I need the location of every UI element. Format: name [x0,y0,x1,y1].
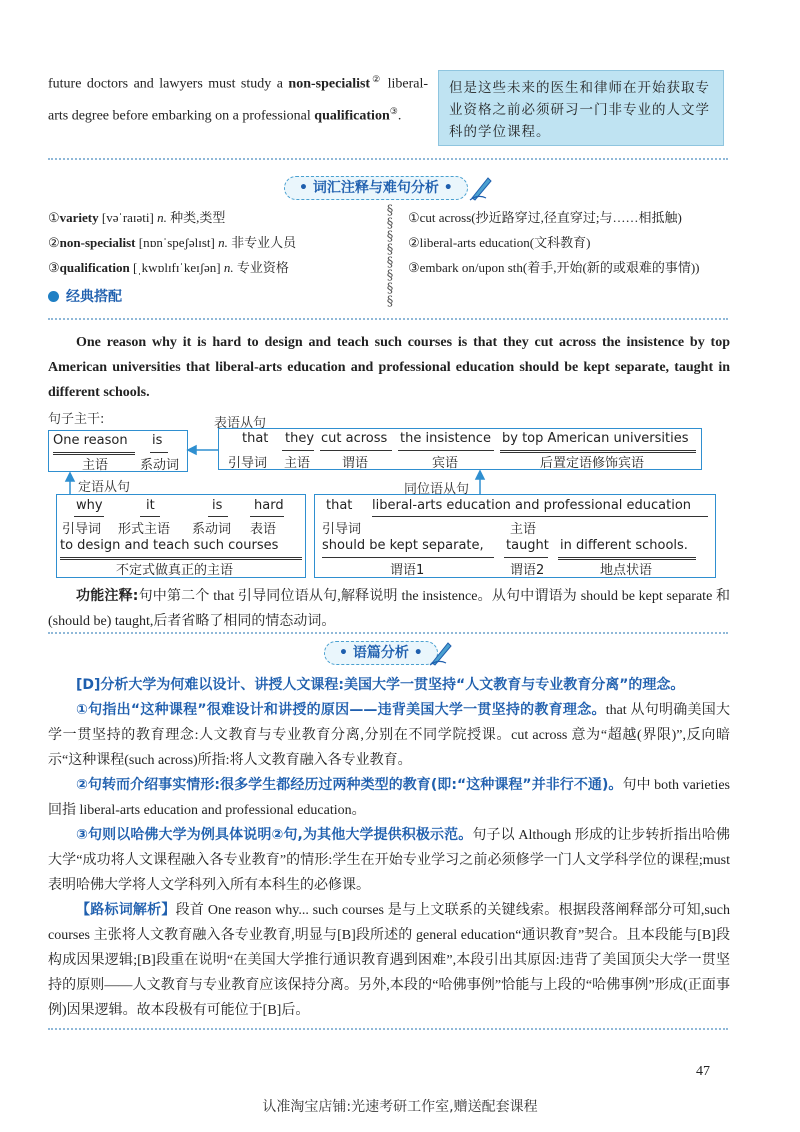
appos-word: liberal-arts education and professional education [372,498,692,513]
body-text: 段首 One reason why... such courses 是与上文联系的关键线索。根据段落阐释部分可知,such courses 主张将人文教育融入各专业教育,明显与[B]段所述的 general education“通识教育”契合。且本段能与[B]段构成因果逻辑;[B]段重在说明“在美国大学推行通识教育遇到困难”,本段引出其原因:违背了美国顶尖大学一贯坚持的原则——人文教育与专业教育应该保持分离。另外,本段的“哈佛事例”恰能与上段的“哈佛事例”形成(正面事例)因果逻辑。故本段极有可能位于[B]后。 [48,903,731,1018]
appos-word: that [326,498,353,513]
passage-end: . [397,108,402,124]
role-label: 不定式做真正的主语 [116,563,234,578]
signpost-label: 【路标词解析】 [76,902,176,918]
discourse-section-title [324,641,438,665]
page-number: 47 [696,1064,710,1079]
role-label: 谓语1 [390,563,425,578]
footnote-3: ③ [389,105,398,116]
passage-line2: liberal-arts degree before embarking on a professional [48,76,428,124]
discourse-heading-text: [D]分析大学为何难以设计、讲授人文课程:美国大学一贯坚持“人文教育与专业教育分离”的理念。 [76,677,685,693]
highlight-text: ③句则以哈佛大学为例具体说明②句,为其他大学提供积极示范。 [76,827,473,843]
function-note-text: 句中第二个 that 引导同位语从句,解释说明 the insistence。从句中谓语为 should be kept separate 和(should be) taught,后者省略了相同的情态动词。 [48,589,730,629]
appositive-clause-label: 同位语从句 [404,482,470,497]
underline [250,516,284,517]
attributive-clause-label: 定语从句 [78,480,131,495]
divider [48,632,728,634]
main-verb: is [152,433,163,448]
underline [372,516,708,517]
highlight-text: ②句转而介绍事实情形:很多学生都经历过两种类型的教育(即:“这种课程”并非行不通)。 [76,777,623,793]
function-note [48,584,730,634]
passage-line1: future doctors and lawyers must study a [48,76,283,92]
predicative-clause-label: 表语从句 [214,416,267,431]
attr-word: is [212,498,223,513]
analyzed-sentence: One reason why it is hard to design and teach such courses is that they cut across the insistence by top American universities that liberal-arts education and professional education should be kept separate, taught in different schools. [48,335,730,400]
pred-word: by top American universities [502,431,689,446]
role-label: 引导词 [62,522,102,537]
discourse-paragraph [48,698,730,773]
body-text: that 从句明确美国大学一贯坚持的教育理念:人文教育与专业教育分离,分别在不同学院授课。cut across 意为“超越(界限)”,反向暗示“这种课程(such across)所指:将人文教育融入各专业教育。 [48,703,730,768]
pred-word: the insistence [400,431,491,446]
appos-word: in different schools. [560,538,688,553]
role-label: 形式主语 [118,522,171,537]
attr-infinitive: to design and teach such courses [60,538,279,553]
underline [208,516,228,517]
divider [48,1028,728,1030]
role-label: 谓语 [342,456,369,471]
appos-word: should be kept separate, [322,538,484,553]
main-clause-label: 句子主干: [48,412,105,427]
vocab-section-title-text: • 词汇注释与难句分析 • [299,180,453,196]
role-label: 表语 [250,522,277,537]
role-label: 谓语2 [510,563,545,578]
discourse-paragraph [48,823,730,898]
appos-word: taught [506,538,549,553]
discourse-heading [48,673,738,698]
body-text: 句中 both varieties 回指 liberal-arts education and professional education。 [48,778,730,818]
pred-word: they [285,431,315,446]
role-label: 主语 [82,458,109,473]
vocab-item: ②non-specialist [nɒnˈspeʃəlɪst] n. 非专业人员 [48,235,297,250]
role-label: 主语 [510,522,537,537]
pred-word: that [242,431,269,446]
phrase-item: ①cut across(抄近路穿过,径直穿过;与……相抵触) [408,210,682,225]
attr-word: it [146,498,155,513]
underline [140,516,160,517]
footer-text: 认准淘宝店铺:光速考研工作室,赠送配套课程 [262,1099,538,1115]
pred-word: cut across [321,431,388,446]
footnote-2: ② [370,74,383,84]
discourse-paragraph [48,773,730,823]
role-label: 系动词 [140,458,180,473]
role-label: 后置定语修饰宾语 [540,456,645,471]
term-non-specialist: non-specialist [288,76,371,92]
role-label: 主语 [284,456,311,471]
role-label: 地点状语 [600,563,653,578]
discourse-section-title-text: • 语篇分析 • [339,645,423,661]
role-label: 系动词 [192,522,232,537]
attr-word: hard [254,498,284,513]
role-label: 引导词 [228,456,268,471]
underline [74,516,104,517]
phrase-item: ②liberal-arts education(文科教育) [408,235,591,250]
function-note-label: 功能注释: [76,588,139,604]
underline [322,557,494,558]
vocab-item: ③qualification [ˌkwɒlɪfɪˈkeɪʃən] n. 专业资格 [48,260,289,275]
role-label: 宾语 [432,456,459,471]
underline [504,557,548,558]
main-subject: One reason [53,433,128,448]
column-separator: § § § § § § § § [386,203,394,309]
pen-icon [428,637,454,667]
highlight-text: ①句指出“这种课程”很难设计和讲授的原因——违背美国大学一贯坚持的教育理念。 [76,702,606,718]
body-text: 句子以 Although 形成的让步转折指出哈佛大学“成功将人文课程融入各专业教育”的情形:学生在开始专业学习之前必须修学一门人文学科学位的课程;must 表明哈佛大学将人文学科列入所有本科生的必修课。 [48,828,730,893]
phrase-item: ③embark on/upon sth(着手,开始(新的或艰难的事情)) [408,260,700,275]
attr-word: why [76,498,103,513]
vocab-item: ①variety [vəˈraɪəti] n. 种类,类型 [48,210,226,225]
role-label: 引导词 [322,522,362,537]
classic-phrases-label: 经典搭配 [66,289,122,305]
translation-text: 但是这些未来的医生和律师在开始获取专业资格之前必须研习一门非专业的人文学科的学位课程。 [449,80,710,140]
discourse-paragraph [48,898,730,1023]
term-qualification: qualification [314,108,390,124]
